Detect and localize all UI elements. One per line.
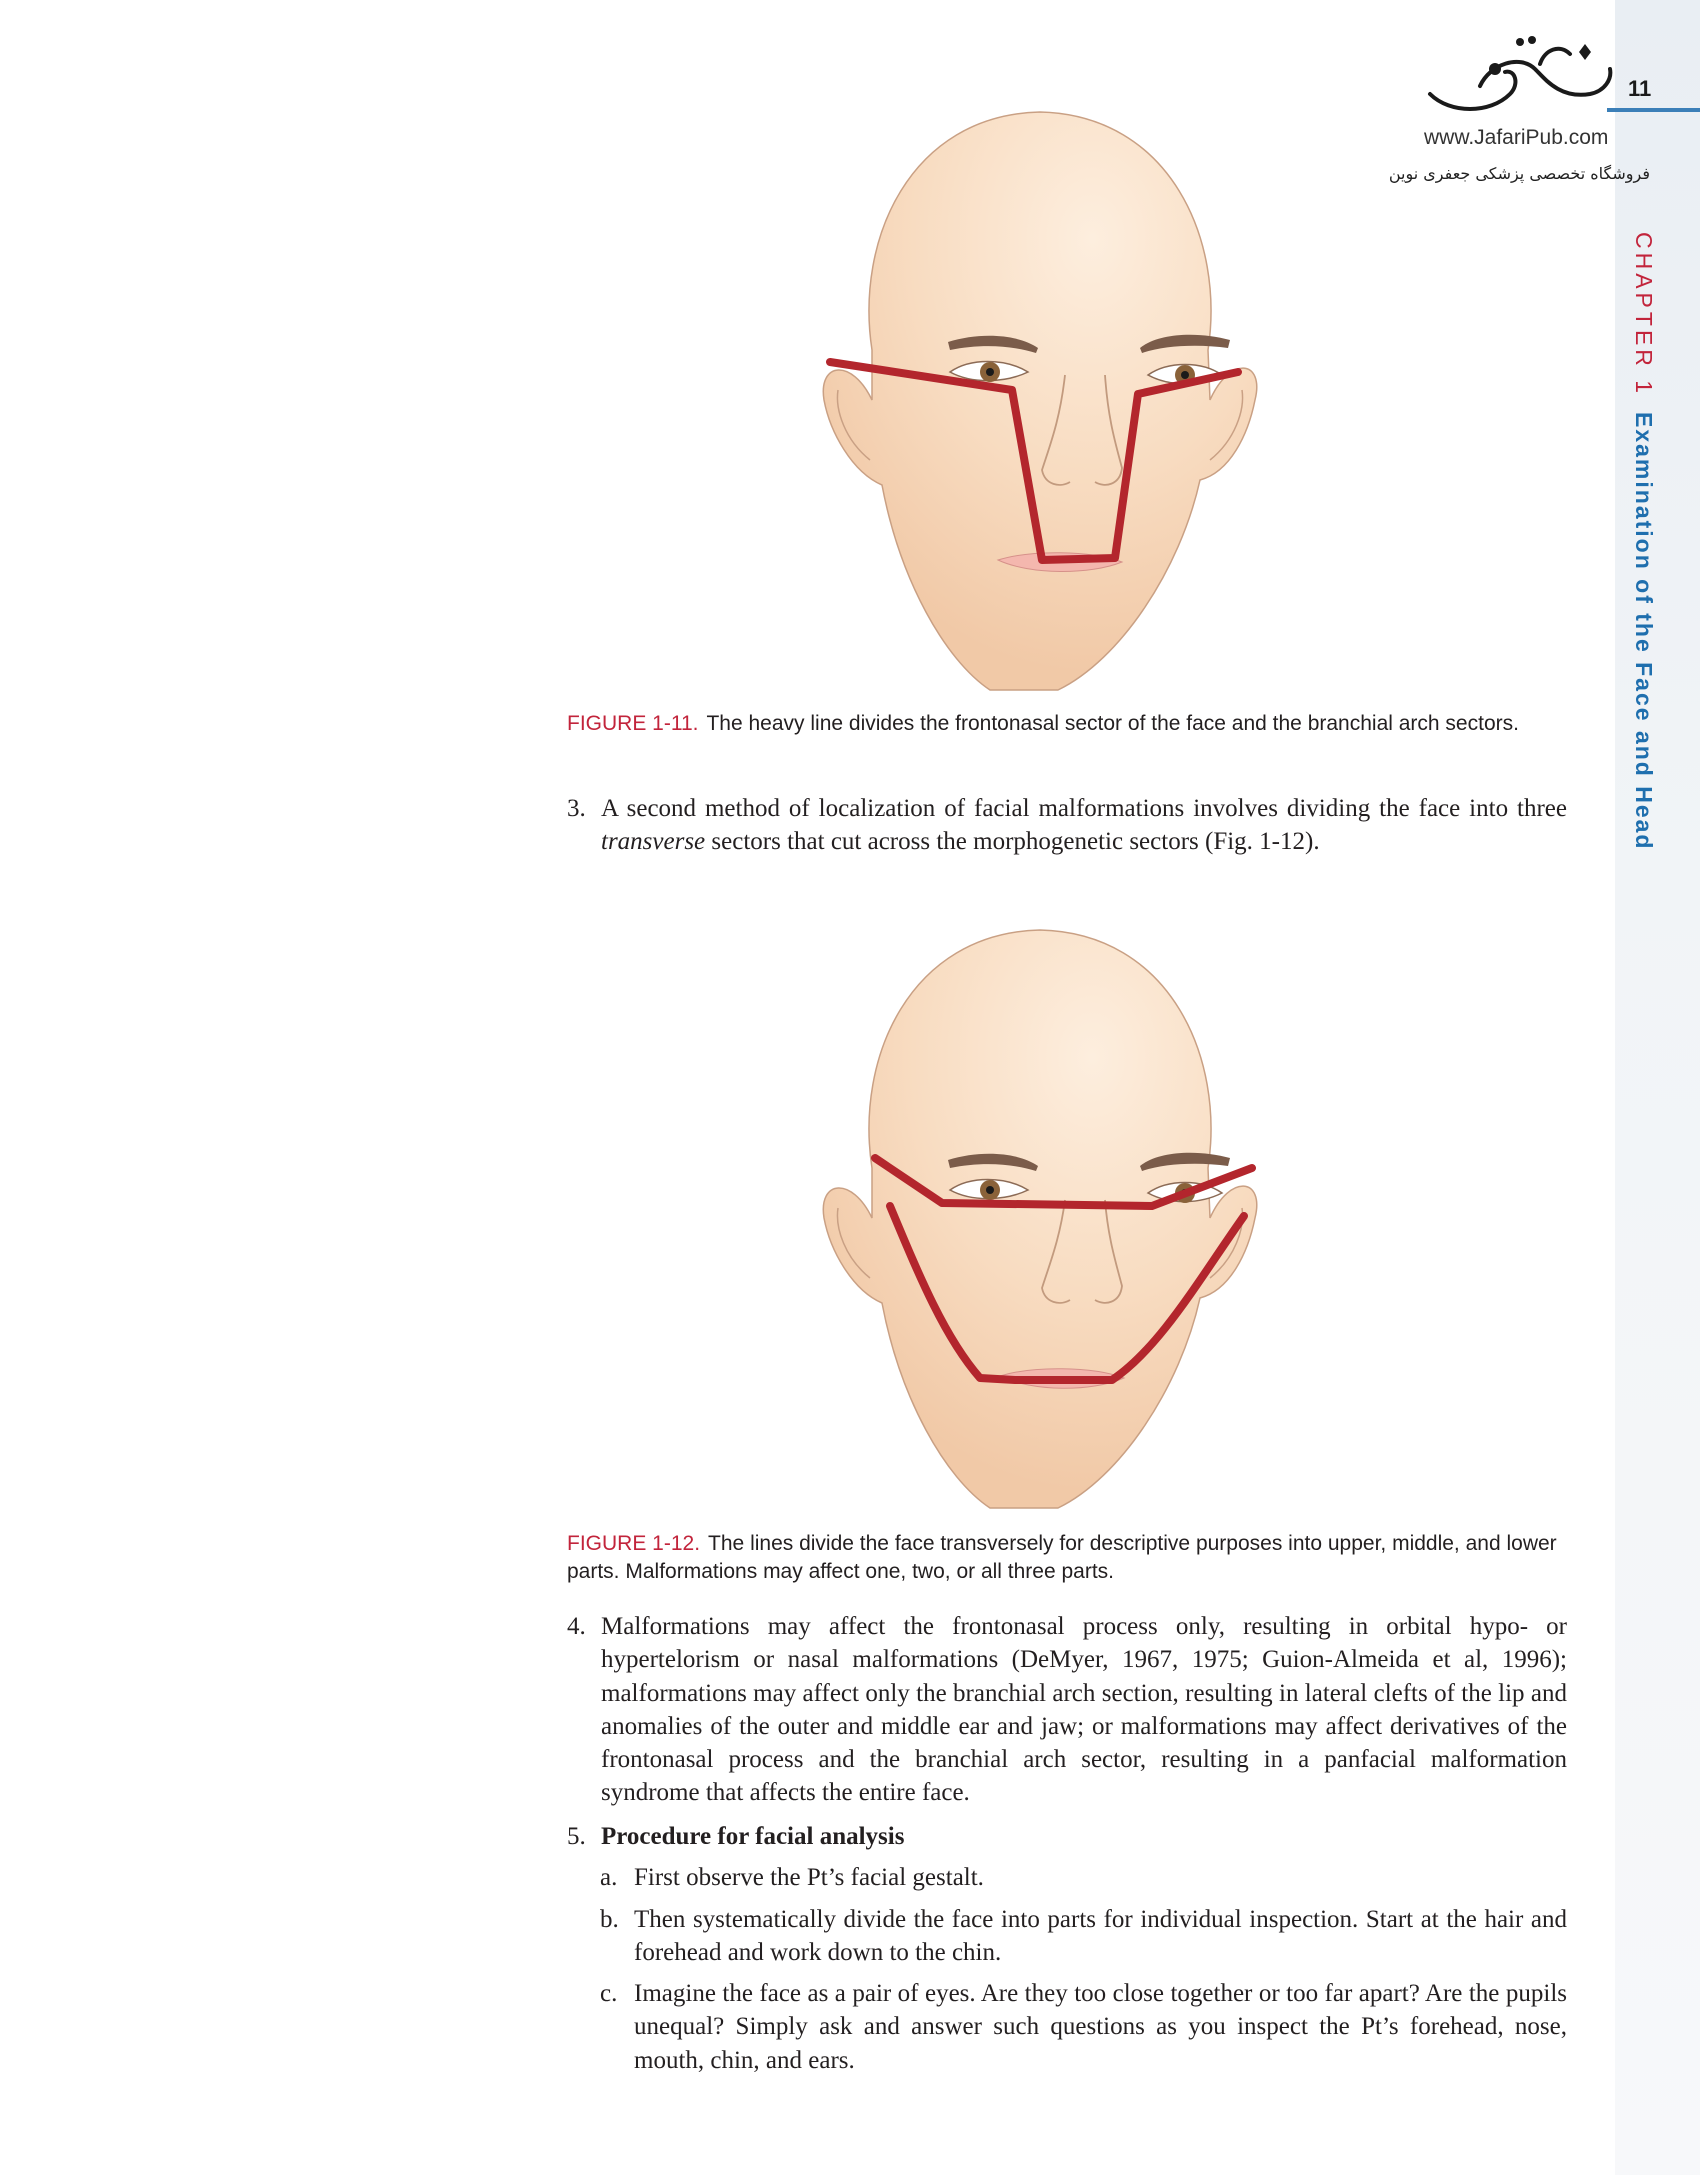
subitem-a bbox=[567, 1861, 1567, 1894]
subitem-number: c. bbox=[600, 1980, 618, 2008]
subitem-b bbox=[567, 1903, 1567, 1970]
item-3 bbox=[567, 792, 1567, 859]
head-shape bbox=[823, 112, 1256, 690]
item-italic-text: transverse bbox=[601, 828, 706, 856]
item-number: 4. bbox=[567, 1613, 586, 1640]
chapter-title: Examination of the Face and Head bbox=[1631, 412, 1657, 851]
item-text: A second method of localization of facial malformations involves dividing the face into three bbox=[601, 795, 1567, 822]
figure-1-11-illustration bbox=[760, 100, 1310, 695]
figure-label: FIGURE 1-12. bbox=[567, 1532, 701, 1555]
item-4 bbox=[567, 1610, 1567, 1810]
subitem-number: b. bbox=[600, 1905, 619, 1933]
figure-1-12-caption bbox=[567, 1530, 1567, 1586]
figure-caption-text: The heavy line divides the frontonasal sector of the face and the branchial arch sectors. bbox=[706, 712, 1519, 735]
figure-1-12-illustration bbox=[760, 918, 1310, 1513]
item-5 bbox=[567, 1820, 1567, 2077]
subitem-text: First observe the Pt’s facial gestalt. bbox=[634, 1864, 984, 1892]
subitem-text: Then systematically divide the face into parts for individual inspection. Start at the hair and forehead and work down to the chin. bbox=[634, 1905, 1567, 1966]
figure-caption-text: The lines divide the face transversely for descriptive purposes into upper, middle, and lower parts. Malformations may affect one, two, or all three parts. bbox=[567, 1532, 1557, 1583]
chapter-label: CHAPTER 1 bbox=[1631, 232, 1657, 398]
subitem-text: Imagine the face as a pair of eyes. Are they too close together or too far apart? Are the pupils unequal? Simply ask and answer such questions as you inspect the Pt’s forehead, nose, mouth, chin, and ears. bbox=[634, 1980, 1567, 2074]
subitem-c bbox=[567, 1977, 1567, 2077]
item-text: Malformations may affect the frontonasal process only, resulting in orbital hypo- or hypertelorism or nasal malformations (DeMyer, 1967, 1975; Guion-Almeida et al, 1996); malformations may affect only the branchial arch section, resulting in lateral clefts of the lip and anomalies of the outer and middle ear and jaw; or malformations may affect derivatives of the frontonasal process and the branchial arch sector, resulting in a panfacial malformation syndrome that affects the entire face. bbox=[601, 1613, 1567, 1807]
page-number: 11 bbox=[1628, 76, 1652, 101]
publisher-url: www.JafariPub.com bbox=[1424, 126, 1609, 149]
figure-label: FIGURE 1-11. bbox=[567, 712, 699, 735]
item-number: 5. bbox=[567, 1823, 586, 1850]
publisher-logo-icon bbox=[1420, 24, 1620, 124]
item-heading: Procedure for facial analysis bbox=[601, 1823, 905, 1850]
item-number: 3. bbox=[567, 795, 586, 822]
publisher-store-name: فروشگاه تخصصی پزشکی جعفری نوین bbox=[1388, 164, 1650, 183]
figure-1-11-caption bbox=[567, 710, 1567, 738]
item-text-end: sectors that cut across the morphogenetic sectors (Fig. 1-12). bbox=[705, 828, 1320, 856]
subitem-number: a. bbox=[600, 1864, 618, 1892]
chapter-sidebar bbox=[1615, 0, 1700, 2175]
page-number-rule bbox=[1607, 108, 1700, 112]
